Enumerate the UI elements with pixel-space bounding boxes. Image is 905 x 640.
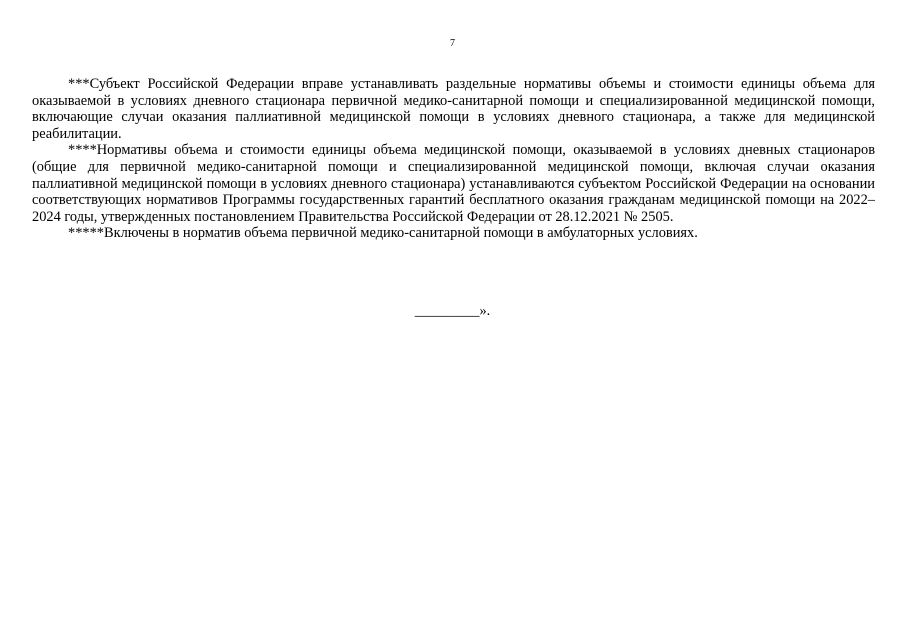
footnotes <box>32 76 875 242</box>
footnote-3-stars: ***Субъект Российской Федерации вправе устанавливать раздельные нормативы объемы и стоимости единицы объема для оказываемой в условиях дневного стационара первичной медико-санитарной помощи и специализированной медицинской помощи, включающие случаи оказания паллиативной медицинской помощи в условиях дневного стационара, а также для медицинской реабилитации. <box>32 76 875 142</box>
footnote-4-stars: ****Нормативы объема и стоимости единицы объема медицинской помощи, оказываемой в условиях дневных стационаров (общие для первичной медико-санитарной помощи и специализированной медицинской помощи, включая случаи оказания паллиативной медицинской помощи в условиях дневного стационара) устанавливаются субъектом Российской Федерации на основании соответствующих нормативов Программы государственных гарантий бесплатного оказания гражданам медицинской помощи на 2022–2024 годы, утвержденных постановлением Правительства Российской Федерации от 28.12.2021 № 2505. <box>32 142 875 225</box>
closing-line: _________». <box>414 303 491 319</box>
footnote-5-stars: *****Включены в норматив объема первичной медико-санитарной помощи в амбулаторных условиях. <box>68 225 698 242</box>
page-number: 7 <box>450 38 455 49</box>
